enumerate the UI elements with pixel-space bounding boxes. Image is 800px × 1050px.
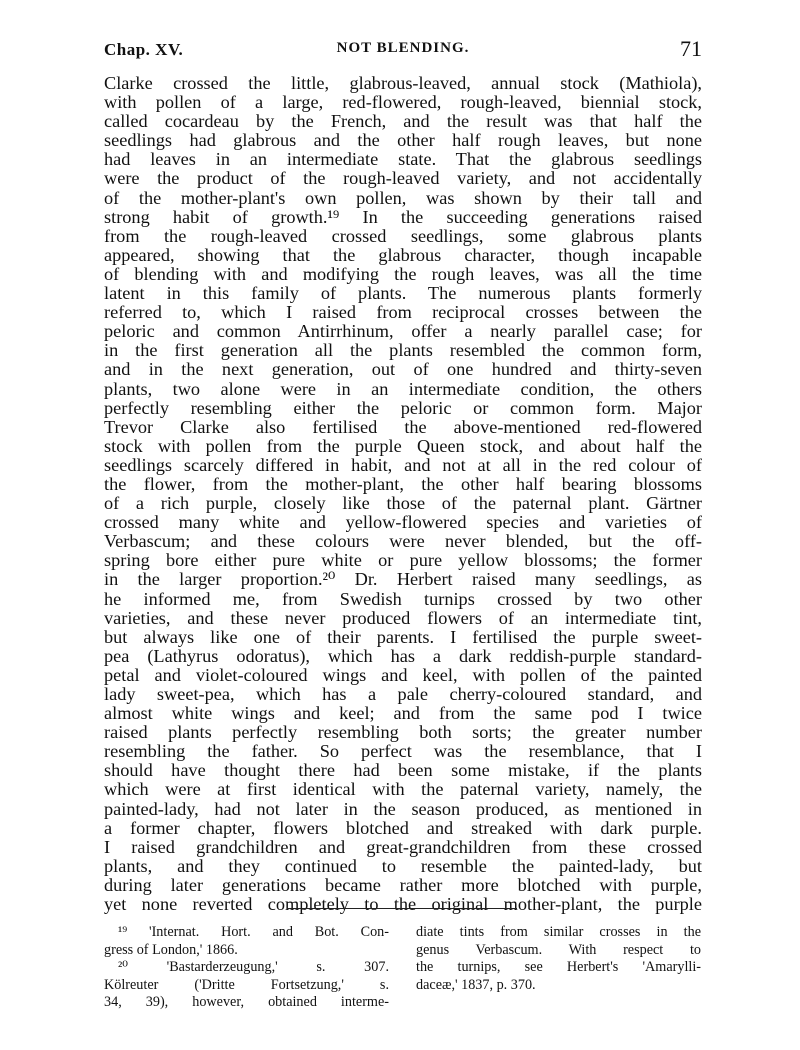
text-line: strong habit of growth.¹⁹ In the succeeding generations raised	[104, 207, 702, 227]
text-line: Verbascum; and these colours were never blended, but the off-	[104, 532, 702, 552]
footnote-line: 34, 39), however, obtained interme-	[104, 994, 389, 1011]
page-number: 71	[680, 36, 702, 61]
text-line: lady sweet-pea, which has a pale cherry-coloured standard, and	[104, 685, 702, 704]
text-line: plants, and they continued to resemble the painted-lady, but	[104, 856, 702, 876]
footnote-line: the turnips, see Herbert's 'Amarylli-	[416, 959, 701, 976]
text-line: petal and violet-coloured wings and keel, with pollen of the painted	[104, 665, 702, 685]
footnote-line: ¹⁹ 'Internat. Hort. and Bot. Con-	[118, 924, 389, 940]
footnote-rule	[287, 908, 517, 909]
text-line: from the rough-leaved crossed seedlings, some glabrous plants	[104, 226, 702, 246]
text-line: should have thought there had been some mistake, if the plants	[104, 761, 702, 781]
text-line: Trevor Clarke also fertilised the above-mentioned red-flowered	[104, 417, 702, 437]
text-line: crossed many white and yellow-flowered species and varieties of	[104, 513, 702, 533]
text-line: of the mother-plant's own pollen, was shown by their tall and	[104, 188, 702, 208]
text-line: of blending with and modifying the rough leaves, was all the time	[104, 264, 702, 284]
text-line: yet none reverted completely to the original mother-plant, the purple	[104, 895, 702, 915]
text-line: painted-lady, had not later in the season produced, as mentioned in	[104, 799, 702, 819]
text-line: appeared, showing that the glabrous character, though incapable	[104, 245, 702, 265]
text-line: latent in this family of plants. The numerous plants formerly	[104, 284, 702, 304]
text-line: Clarke crossed the little, glabrous-leaved, annual stock (Mathiola),	[104, 74, 702, 93]
footnotes-left-column	[104, 924, 389, 1012]
text-line: spring bore either pure white or pure yellow blossoms; the former	[104, 551, 702, 571]
text-line: in the first generation all the plants resembled the common form,	[104, 341, 702, 361]
footnote-line: Kölreuter ('Dritte Fortsetzung,' s.	[104, 976, 389, 993]
text-line: stock with pollen from the purple Queen stock, and about half the	[104, 436, 702, 456]
running-header	[104, 36, 702, 66]
text-line: varieties, and these never produced flowers of an intermediate tint,	[104, 608, 702, 628]
text-line: the flower, from the mother-plant, the other half bearing blossoms	[104, 474, 702, 494]
text-line: referred to, which I raised from reciprocal crosses between the	[104, 303, 702, 323]
text-line: resembling the father. So perfect was the resemblance, that I	[104, 742, 702, 762]
text-line: plants, two alone were in an intermediate condition, the others	[104, 379, 702, 399]
text-line: were the product of the rough-leaved variety, and not accidentally	[104, 169, 702, 189]
running-title: NOT BLENDING.	[336, 40, 470, 56]
footnote-line: genus Verbascum. With respect to	[416, 941, 701, 958]
text-line: during later generations became rather more blotched with purple,	[104, 875, 702, 895]
text-line: of a rich purple, closely like those of the paternal plant. Gärtner	[104, 494, 702, 514]
text-line: seedlings scarcely differed in habit, and not at all in the red colour of	[104, 455, 702, 475]
text-line: seedlings had glabrous and the other half rough leaves, but none	[104, 131, 702, 151]
footnote-line: gress of London,' 1866.	[104, 941, 238, 958]
text-line: he informed me, from Swedish turnips crossed by two other	[104, 589, 702, 609]
body-text	[104, 74, 702, 914]
text-line: called cocardeau by the French, and the result was that half the	[104, 112, 702, 132]
text-line: with pollen of a large, red-flowered, rough-leaved, biennial stock,	[104, 93, 702, 113]
text-line: almost white wings and keel; and from the same pod I twice	[104, 704, 702, 724]
text-line: peloric and common Antirrhinum, offer a nearly parallel case; for	[104, 322, 702, 342]
text-line: pea (Lathyrus odoratus), which has a dark reddish-purple standard-	[104, 646, 702, 666]
footnote-line: daceæ,' 1837, p. 370.	[416, 976, 536, 993]
chapter-label: Chap. XV.	[104, 40, 184, 59]
text-line: and in the next generation, out of one hundred and thirty-seven	[104, 360, 702, 380]
footnotes-right-column	[416, 924, 701, 994]
text-line: in the larger proportion.²⁰ Dr. Herbert raised many seedlings, as	[104, 570, 702, 590]
text-line: perfectly resembling either the peloric or common form. Major	[104, 398, 702, 418]
text-line: a former chapter, flowers blotched and streaked with dark purple.	[104, 818, 702, 838]
text-line: but always like one of their parents. I fertilised the purple sweet-	[104, 627, 702, 647]
text-line: had leaves in an intermediate state. That the glabrous seedlings	[104, 150, 702, 170]
text-line: I raised grandchildren and great-grandchildren from these crossed	[104, 837, 702, 857]
text-line: which were at first identical with the paternal variety, namely, the	[104, 780, 702, 800]
footnote-line: diate tints from similar crosses in the	[416, 924, 701, 940]
text-line: raised plants perfectly resembling both sorts; the greater number	[104, 723, 702, 743]
footnote-line: ²⁰ 'Bastarderzeugung,' s. 307.	[118, 959, 389, 976]
